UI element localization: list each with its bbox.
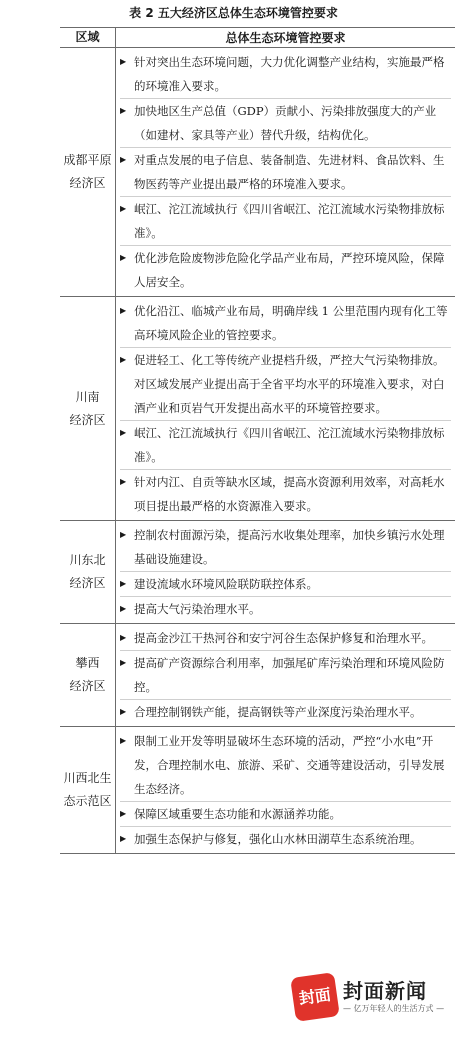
bullet-arrow-icon: ▶ bbox=[120, 253, 127, 262]
requirement-text: 合理控制钢铁产能，提高钢铁等产业深度污染治理水平。 bbox=[134, 705, 422, 719]
region-requirements bbox=[116, 727, 455, 853]
requirement-item bbox=[120, 196, 451, 245]
requirement-item bbox=[120, 50, 451, 98]
requirement-text: 优化涉危险废物涉危险化学品产业布局，严控环境风险，保障人居安全。 bbox=[134, 251, 445, 289]
region-name-line: 攀西 bbox=[75, 656, 100, 670]
requirement-text: 对重点发展的电子信息、装备制造、先进材料、食品饮料、生物医药等产业提出最严格的环境准入要求。 bbox=[134, 153, 445, 191]
requirement-item bbox=[120, 147, 451, 196]
bullet-arrow-icon: ▶ bbox=[120, 477, 127, 486]
watermark-logo: 封面 bbox=[290, 972, 340, 1022]
region-row bbox=[60, 520, 455, 623]
requirement-item bbox=[120, 571, 451, 596]
region-name-line: 川南 bbox=[75, 389, 100, 404]
bullet-arrow-icon: ▶ bbox=[120, 355, 127, 364]
requirement-text: 提高矿产资源综合利用率，加强尾矿库污染治理和环境风险防控。 bbox=[134, 656, 445, 694]
requirement-item bbox=[120, 596, 451, 621]
requirement-item bbox=[120, 245, 451, 294]
requirement-item bbox=[120, 626, 451, 650]
bullet-arrow-icon: ▶ bbox=[120, 809, 127, 818]
region-row bbox=[60, 623, 455, 726]
bullet-arrow-icon: ▶ bbox=[120, 57, 127, 66]
region-row bbox=[60, 726, 455, 854]
watermark-brand: 封面新闻 bbox=[343, 979, 427, 1003]
table-header-row bbox=[60, 27, 455, 47]
requirement-text: 岷江、沱江流域执行《四川省岷江、沱江流域水污染物排放标准》。 bbox=[134, 426, 445, 464]
bullet-arrow-icon: ▶ bbox=[120, 604, 127, 613]
requirement-item bbox=[120, 699, 451, 724]
region-name-line: 态示范区 bbox=[63, 794, 112, 808]
requirement-text: 加快地区生产总值（GDP）贡献小、污染排放强度大的产业（如建材、家具等产业）替代升级，结构优化。 bbox=[134, 104, 437, 142]
region-requirements bbox=[116, 624, 455, 726]
region-name-line: 川东北 bbox=[69, 553, 106, 567]
requirement-item bbox=[120, 826, 451, 851]
region-name-line: 经济区 bbox=[69, 176, 106, 190]
region-name-line: 经济区 bbox=[69, 412, 106, 427]
requirement-item bbox=[120, 729, 451, 801]
requirement-item bbox=[120, 299, 451, 347]
requirement-item bbox=[120, 469, 451, 518]
requirement-text: 针对突出生态环境问题，大力优化调整产业结构，实施最严格的环境准入要求。 bbox=[134, 55, 445, 93]
requirement-item bbox=[120, 347, 451, 420]
region-name-line: 川西北生 bbox=[63, 771, 112, 785]
requirement-text: 加强生态保护与修复，强化山水林田湖草生态系统治理。 bbox=[134, 832, 422, 846]
requirement-item bbox=[120, 98, 451, 147]
bullet-arrow-icon: ▶ bbox=[120, 736, 127, 745]
requirement-text: 提高大气污染治理水平。 bbox=[134, 602, 261, 616]
region-requirements bbox=[116, 521, 455, 623]
requirement-text: 限制工业开发等明显破坏生态环境的活动，严控“小水电”开发，合理控制水电、旅游、采矿、交通等建设活动，引导发展生态经济。 bbox=[134, 734, 445, 796]
region-requirements bbox=[116, 297, 455, 520]
region-requirements bbox=[116, 48, 455, 296]
region-row bbox=[60, 296, 455, 520]
requirement-item bbox=[120, 420, 451, 469]
header-requirements: 总体生态环境管控要求 bbox=[225, 31, 346, 45]
requirement-text: 控制农村面源污染，提高污水收集处理率，加快乡镇污水处理基础设施建设。 bbox=[134, 528, 445, 566]
requirement-text: 岷江、沱江流域执行《四川省岷江、沱江流域水污染物排放标准》。 bbox=[134, 202, 445, 240]
header-region: 区域 bbox=[60, 28, 116, 47]
region-name bbox=[60, 48, 116, 296]
watermark-slogan: — 亿万年轻人的生活方式 — bbox=[343, 1004, 445, 1013]
bullet-arrow-icon: ▶ bbox=[120, 834, 127, 843]
watermark bbox=[293, 967, 463, 1027]
region-name bbox=[60, 297, 116, 520]
requirement-text: 提高金沙江干热河谷和安宁河谷生态保护修复和治理水平。 bbox=[134, 631, 433, 645]
region-name bbox=[60, 727, 116, 853]
bullet-arrow-icon: ▶ bbox=[120, 155, 127, 164]
requirements-table bbox=[60, 27, 455, 854]
table-title: 表 2 五大经济区总体生态环境管控要求 bbox=[129, 6, 338, 20]
requirement-text: 保障区域重要生态功能和水源涵养功能。 bbox=[134, 807, 341, 821]
bullet-arrow-icon: ▶ bbox=[120, 530, 127, 539]
region-name bbox=[60, 624, 116, 726]
bullet-arrow-icon: ▶ bbox=[120, 306, 127, 315]
region-name-line: 成都平原 bbox=[63, 153, 112, 167]
requirement-item bbox=[120, 801, 451, 826]
bullet-arrow-icon: ▶ bbox=[120, 633, 127, 642]
region-name bbox=[60, 521, 116, 623]
requirement-item bbox=[120, 650, 451, 699]
bullet-arrow-icon: ▶ bbox=[120, 106, 127, 115]
bullet-arrow-icon: ▶ bbox=[120, 428, 127, 437]
bullet-arrow-icon: ▶ bbox=[120, 658, 127, 667]
bullet-arrow-icon: ▶ bbox=[120, 204, 127, 213]
region-row bbox=[60, 47, 455, 296]
requirement-item bbox=[120, 523, 451, 571]
region-name-line: 经济区 bbox=[69, 576, 106, 590]
bullet-arrow-icon: ▶ bbox=[120, 579, 127, 588]
requirement-text: 优化沿江、临城产业布局，明确岸线 1 公里范围内现有化工等高环境风险企业的管控要求。 bbox=[134, 304, 448, 342]
requirement-text: 针对内江、自贡等缺水区域，提高水资源利用效率，对高耗水项目提出最严格的水资源准入要求。 bbox=[134, 475, 445, 513]
bullet-arrow-icon: ▶ bbox=[120, 707, 127, 716]
region-name-line: 经济区 bbox=[69, 679, 106, 693]
requirement-text: 促进轻工、化工等传统产业提档升级，严控大气污染物排放。对区域发展产业提出高于全省平均水平的环境准入要求，对白酒产业和页岩气开发提出高水平的环境管控要求。 bbox=[134, 353, 445, 415]
requirement-text: 建设流域水环境风险联防联控体系。 bbox=[134, 577, 318, 591]
